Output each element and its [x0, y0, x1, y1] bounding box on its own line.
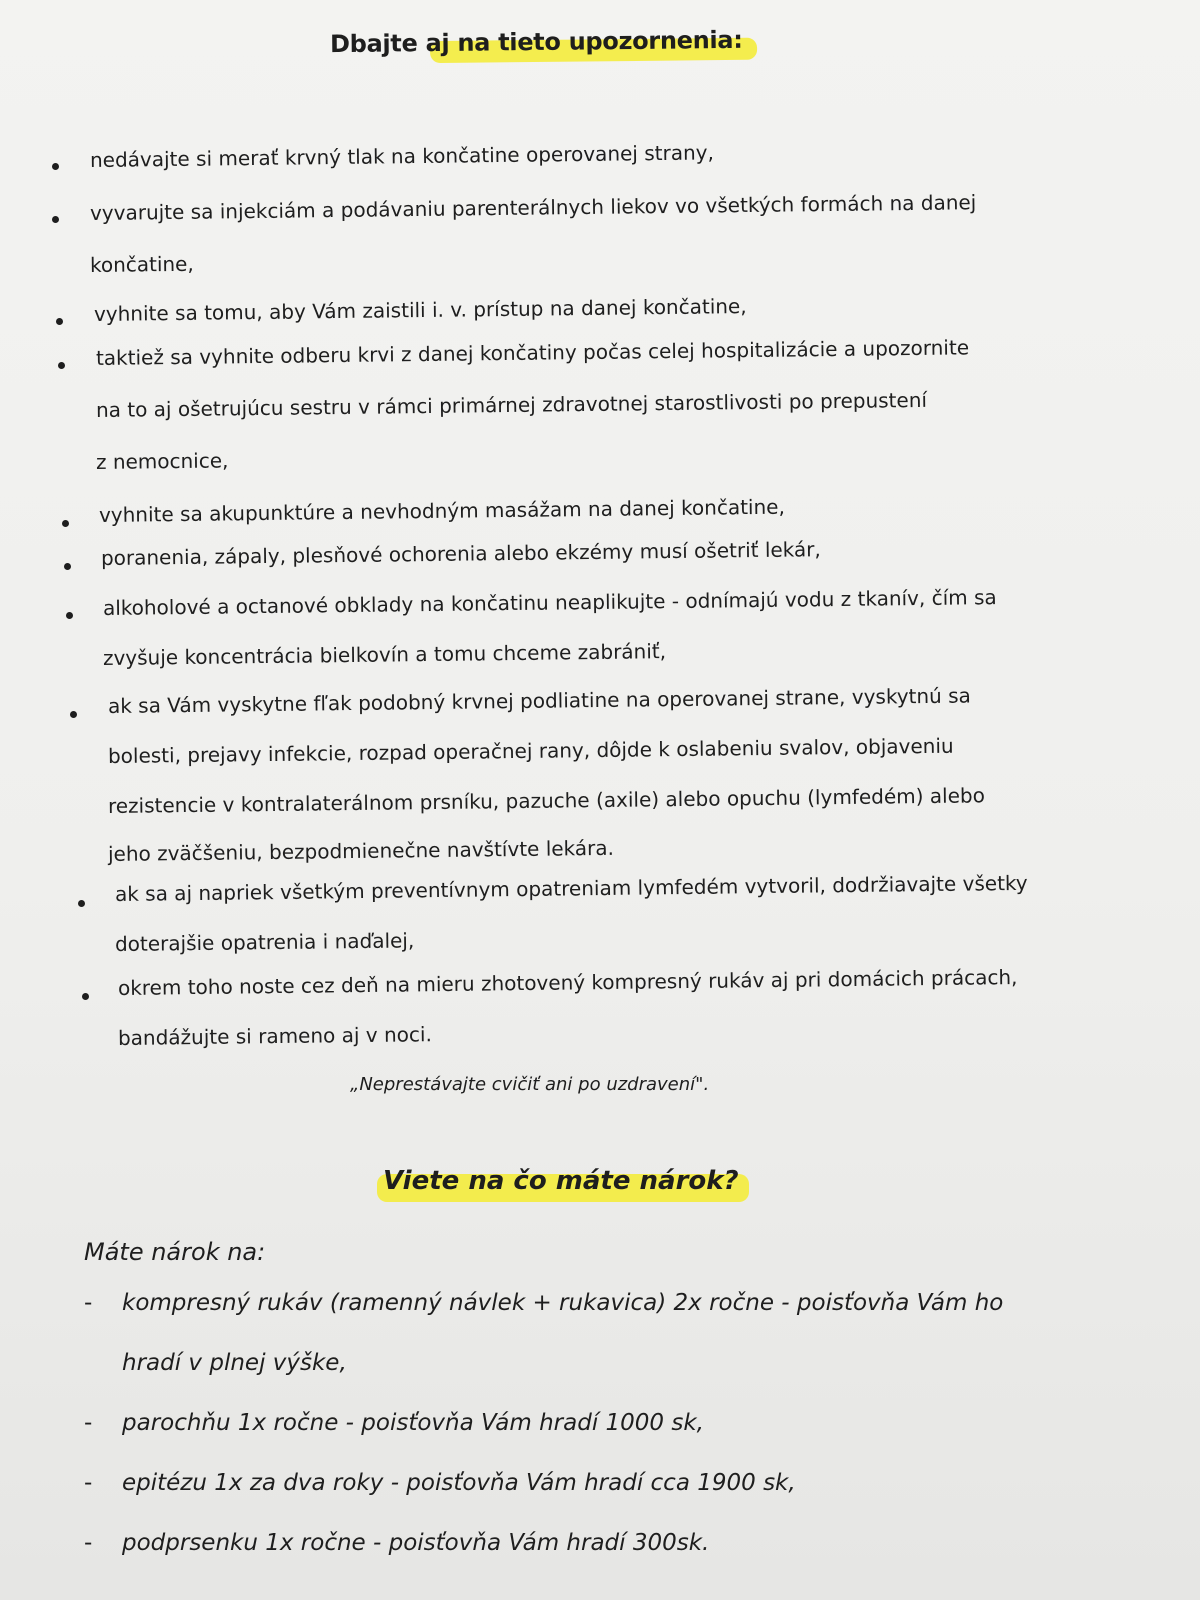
notice-item-line: poranenia, zápaly, plesňové ochorenia alebo ekzémy musí ošetriť lekár,: [100, 537, 821, 570]
notice-item-line: taktiež sa vyhnite odberu krvi z danej končatiny počas celej hospitalizácie a upozornite: [95, 335, 970, 370]
rights-item-line: hradí v plnej výške,: [122, 1350, 347, 1376]
bullet-dot: [64, 563, 71, 570]
notice-item-line: alkoholové a octanové obklady na končatinu neaplikujte - odnímajú vodu z tkanív, čím sa: [102, 585, 997, 620]
dash-marker: -: [84, 1410, 93, 1436]
notice-item-line: zvyšuje koncentrácia bielkovín a tomu chceme zabrániť,: [102, 639, 667, 670]
notice-item-line: bolesti, prejavy infekcie, rozpad operačnej rany, dôjde k oslabeniu svalov, objaveniu: [107, 733, 954, 768]
notice-item-line: vyhnite sa akupunktúre a nevhodným masážam na danej končatine,: [98, 494, 786, 527]
bullet-dot: [52, 216, 59, 223]
notice-item-line: na to aj ošetrujúcu sestru v rámci primárnej zdravotnej starostlivosti po prepustení: [95, 387, 928, 422]
rights-item-line: kompresný rukáv (ramenný návlek + rukavica) 2x ročne - poisťovňa Vám ho: [122, 1290, 1004, 1316]
notice-item-line: bandážujte si rameno aj v noci.: [117, 1022, 432, 1050]
bullet-dot: [56, 318, 63, 325]
notice-item-line: rezistencie v kontralaterálnom prsníku, pazuche (axile) alebo opuchu (lymfedém) alebo: [107, 783, 986, 818]
bullet-dot: [66, 612, 73, 619]
rights-item-line: parochňu 1x ročne - poisťovňa Vám hradí 1000 sk,: [122, 1410, 704, 1436]
rights-title: [383, 1166, 739, 1196]
bullet-dot: [52, 163, 59, 170]
notice-item-line: vyhnite sa tomu, aby Vám zaistili i. v. prístup na danej končatine,: [93, 294, 747, 326]
notice-item-line: ak sa Vám vyskytne fľak podobný krvnej podliatine na operovanej strane, vyskytnú sa: [107, 683, 971, 718]
notice-title: [330, 26, 743, 58]
notice-item-line: vyvarujte sa injekciám a podávaniu parenterálnych liekov vo všetkých formách na danej: [89, 190, 977, 225]
rights-title-text: Viete na čo máte nárok?: [383, 1166, 739, 1196]
bullet-dot: [62, 520, 69, 527]
dash-marker: -: [84, 1530, 93, 1556]
notice-item-line: nedávajte si merať krvný tlak na končatine operovanej strany,: [89, 140, 715, 172]
notice-item-line: okrem toho noste cez deň na mieru zhotovený kompresný rukáv aj pri domácich prácach,: [117, 965, 1018, 1000]
notice-item-line: doterajšie opatrenia i naďalej,: [114, 928, 415, 956]
dash-marker: -: [84, 1470, 93, 1496]
notice-item-line: končatine,: [89, 251, 194, 277]
bullet-dot: [58, 362, 65, 369]
notice-item-line: z nemocnice,: [95, 448, 229, 474]
bullet-dot: [70, 711, 77, 718]
rights-subtitle: Máte nárok na:: [84, 1238, 266, 1266]
dash-marker: -: [84, 1290, 93, 1316]
rights-item-line: epitézu 1x za dva roky - poisťovňa Vám hradí cca 1900 sk,: [122, 1470, 796, 1496]
bullet-dot: [78, 900, 85, 907]
bullet-dot: [82, 993, 89, 1000]
motto-quote: „Neprestávajte cvičiť ani po uzdravení".: [350, 1074, 710, 1095]
rights-item-line: podprsenku 1x ročne - poisťovňa Vám hradí 300sk.: [122, 1530, 710, 1556]
notice-item-line: ak sa aj napriek všetkým preventívnym opatreniam lymfedém vytvoril, dodržiavajte všetky: [114, 870, 1028, 906]
notice-title-text: Dbajte aj na tieto upozornenia:: [329, 25, 743, 59]
notice-item-line: jeho zväčšeniu, bezpodmienečne navštívte lekára.: [107, 835, 615, 866]
